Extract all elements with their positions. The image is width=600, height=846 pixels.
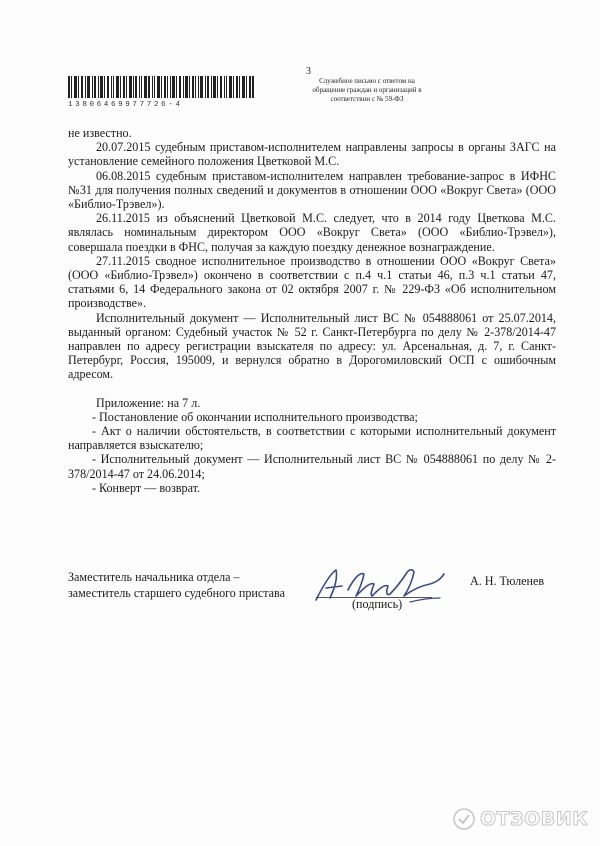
paragraph: 26.11.2015 из объяснений Цветковой М.С. следует, что в 2014 году Цветкова М.С. являлась номинальным директором ООО «Вокруг Света» (ООО «Библио-Трэвел»), совершала поездки в ФНС, получая за каждую поездку денежное вознаграждение. bbox=[68, 211, 556, 254]
barcode-number: 13806469977726-4 bbox=[68, 101, 183, 109]
paragraph: Исполнительный документ — Исполнительный лист ВС № 054888061 от 25.07.2014, выданный органом: Судебный участок № 52 г. Санкт-Петербурга по делу № 2-378/2014-47 направлен по адресу регистрации взыскателя по адресу: ул. Арсенальная, д. 7, г. Санкт-Петербург, Россия, 195009, и вернулся обратно в Дорогомиловский ОСП с ошибочным адресом. bbox=[68, 310, 556, 382]
signatory-line-2: заместитель старшего судебного пристава bbox=[68, 586, 285, 600]
watermark bbox=[452, 801, 588, 837]
signature-caption: (подпись) bbox=[352, 597, 403, 611]
paragraph: 20.07.2015 судебным приставом-исполнителем направлены запросы в органы ЗАГС на установление семейного положения Цветковой М.С. bbox=[68, 140, 556, 169]
letter-body bbox=[68, 126, 556, 495]
appendix-item: - Конверт — возврат. bbox=[92, 480, 201, 495]
signatory-title bbox=[68, 569, 285, 601]
watermark-text: ОТЗОВИК bbox=[480, 808, 589, 830]
paragraph: 06.08.2015 судебным приставом-исполнителем направлен требование-запрос в ИФНС №31 для получения полных сведений и документов в отношении ООО «Вокруг Света» (ООО «Библио-Трэвел»). bbox=[68, 168, 556, 212]
appendix-item: - Исполнительный документ — Исполнительный лист ВС № 054888061 по делу № 2-378/2014-47 от 24.06.2014; bbox=[68, 452, 556, 481]
header-note: Служебное письмо с ответом на обращение граждан и организаций в соответствии с № 59-ФЗ bbox=[312, 77, 422, 103]
appendix-item: - Постановление об окончании исполнительного производства; bbox=[92, 409, 418, 424]
signatory-line-1: Заместитель начальника отдела – bbox=[68, 570, 240, 584]
page-number: 3 bbox=[306, 66, 311, 77]
paragraph: не известно. bbox=[68, 126, 132, 140]
barcode bbox=[68, 76, 254, 98]
appendix-item: - Акт о наличии обстоятельств, в соответствии с которыми исполнительный документ направляется взыскателю; bbox=[68, 424, 556, 453]
watermark-icon bbox=[452, 807, 476, 831]
signatory-name: А. Н. Тюленев bbox=[470, 574, 545, 588]
appendix-title: Приложение: на 7 л. bbox=[96, 395, 201, 410]
paragraph: 27.11.2015 сводное исполнительное производство в отношении ООО «Вокруг Света» (ООО «Библио-Трэвел») окончено в соответствии с п.4 ч.1 статьи 46, п.3 ч.1 статьи 47, статьями 6, 14 Федерального закона от 02 октября 2007 г. № 229-ФЗ «Об исполнительном производстве». bbox=[68, 253, 556, 311]
